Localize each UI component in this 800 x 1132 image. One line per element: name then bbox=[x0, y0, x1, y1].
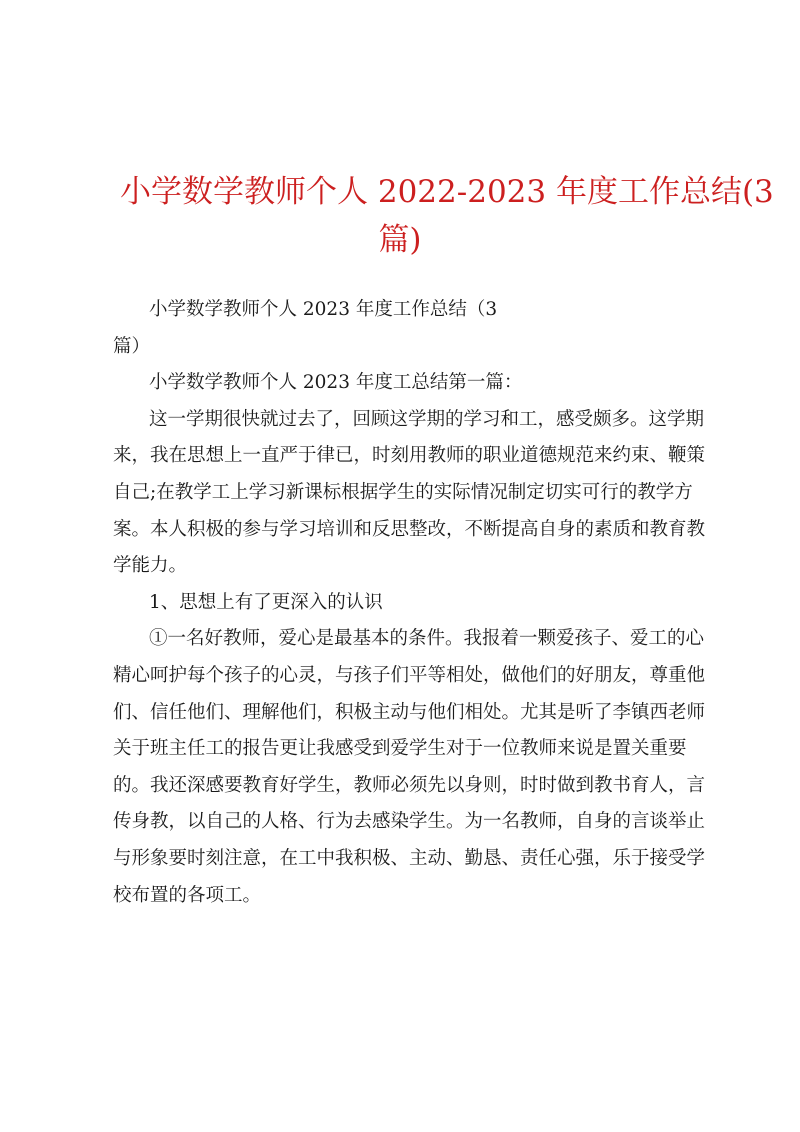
body-line: 关于班主任工的报告更让我感受到爱学生对于一位教师来说是置关重要 bbox=[113, 738, 687, 760]
body-line: 校布置的各项工。 bbox=[113, 884, 262, 906]
document-title bbox=[120, 168, 774, 264]
title-line: 篇) bbox=[378, 222, 422, 258]
body-line: 案。本人积极的参与学习培训和反思整改，不断提高自身的素质和教育教 bbox=[113, 518, 706, 540]
body-line: 小学数学教师个人 2023 年度工总结第一篇： bbox=[149, 372, 523, 394]
body-line: 学能力。 bbox=[113, 555, 188, 577]
body-line: 们、信任他们、理解他们，积极主动与他们相处。尤其是听了李镇西老师 bbox=[113, 701, 706, 723]
body-line: 来，我在思想上一直严于律已，时刻用教师的职业道德规范来约束、鞭策 bbox=[113, 445, 706, 467]
body-line: 传身教，以自己的人格、行为去感染学生。为一名教师，自身的言谈举止 bbox=[113, 811, 706, 833]
body-line: 这一学期很快就过去了，回顾这学期的学习和工，感受颇多。这学期 bbox=[149, 408, 705, 430]
document-body bbox=[113, 292, 706, 914]
body-line: 篇） bbox=[113, 335, 151, 357]
body-line: 自己;在教学工上学习新课标根据学生的实际情况制定切实可行的教学方 bbox=[113, 481, 693, 503]
title-line: 小学数学教师个人 2022-2023 年度工作总结(3 bbox=[120, 174, 774, 210]
body-line: 与形象要时刻注意，在工中我积极、主动、勤恳、责任心强，乐于接受学 bbox=[113, 847, 706, 869]
body-line: 小学数学教师个人 2023 年度工作总结（3 bbox=[149, 299, 498, 320]
body-line: ①一名好教师，爱心是最基本的条件。我报着一颗爱孩子、爱工的心 bbox=[149, 628, 705, 650]
body-line: 1、思想上有了更深入的认识 bbox=[149, 591, 383, 613]
body-line: 精心呵护每个孩子的心灵，与孩子们平等相处，做他们的好朋友，尊重他 bbox=[113, 664, 706, 686]
body-line: 的。我还深感要教育好学生，教师必须先以身则，时时做到教书育人，言 bbox=[113, 774, 706, 796]
